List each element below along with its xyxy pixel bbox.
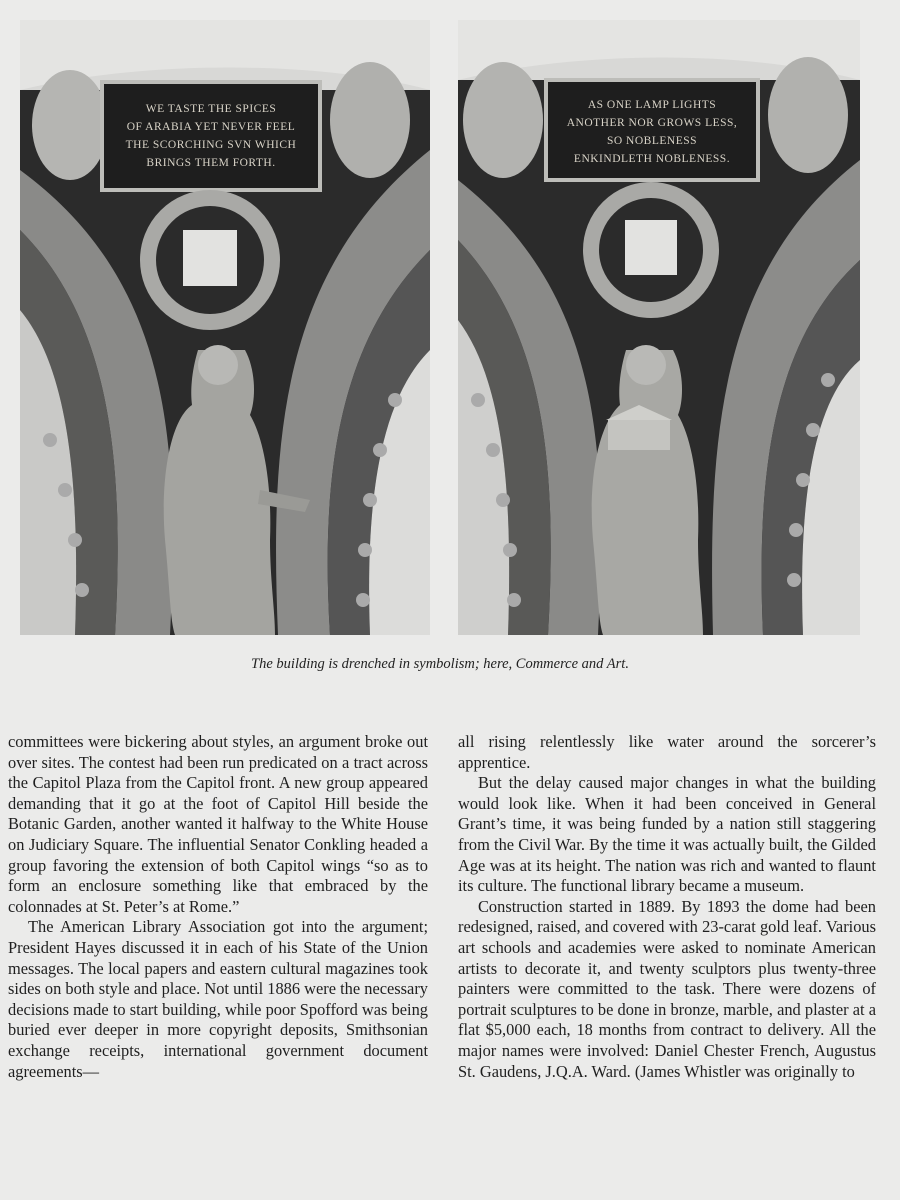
paragraph: all rising relentlessly like water around the sorcerer’s apprentice. [458, 732, 876, 772]
figure-caption: The building is drenched in symbolism; here, Commerce and Art. [251, 656, 629, 672]
plaque-line-2: ANOTHER NOR GROWS LESS, [566, 117, 738, 129]
plaque-line-1: AS ONE LAMP LIGHTS [587, 99, 717, 111]
paragraph: The American Library Association got into the argument; President Hayes discussed it in each of his State of the Union messages. The local papers and eastern cultural magazines took sides on both style and place. Not until 1886 were the necessary decisions made to start building, while poor Spofford was being buried ever deeper in more copyright deposits, Smithsonian exchange receipts, international government document agreements— [8, 917, 428, 1081]
plaque-line-3: SO NOBLENESS [606, 135, 698, 147]
photo-commerce-statue [20, 20, 430, 635]
photo-art-statue [458, 20, 860, 635]
paragraph: But the delay caused major changes in what the building would look like. When it had been conceived in General Grant’s time, it was being funded by a nation still staggering from the Civil War. By the time it was actually built, the Gilded Age was at its height. The nation was rich and wanted to flaunt its culture. The functional library became a museum. [458, 773, 876, 896]
plaque-line-4: ENKINDLETH NOBLENESS. [573, 153, 731, 165]
paragraph: committees were bickering about styles, an argument broke out over sites. The contest had been run predicated on a tract across the Capitol Plaza from the Capitol front. A new group appeared demanding that it go at the foot of Capitol Hill beside the Botanic Garden, another wanted it halfway to the White House on Judiciary Square. The influential Senator Conkling headed a group favoring the extension of both Capitol wings “so as to form an enclosure something like that embraced by the colonnades at St. Peter’s at Rome.” [8, 732, 428, 916]
paragraph: Construction started in 1889. By 1893 the dome had been redesigned, raised, and covered with 23-carat gold leaf. Various art schools and academies were asked to nominate American artists to decorate it, and twenty sculptors plus twenty-three painters were committed to the task. There were dozens of portrait sculptures to be done in bronze, marble, and plaster at a flat $5,000 each, 18 months from contract to delivery. All the major names were involved: Daniel Chester French, Augustus St. Gaudens, J.Q.A. Ward. (James Whistler was originally to [458, 896, 876, 1081]
plaque-line-1: WE TASTE THE SPICES [145, 103, 277, 115]
text-column-left [8, 732, 428, 1082]
text-column-right [458, 732, 876, 1082]
plaque-line-3: THE SCORCHING SVN WHICH [125, 139, 297, 151]
plaque-line-2: OF ARABIA YET NEVER FEEL [126, 121, 296, 133]
plaque-line-4: BRINGS THEM FORTH. [146, 157, 276, 169]
